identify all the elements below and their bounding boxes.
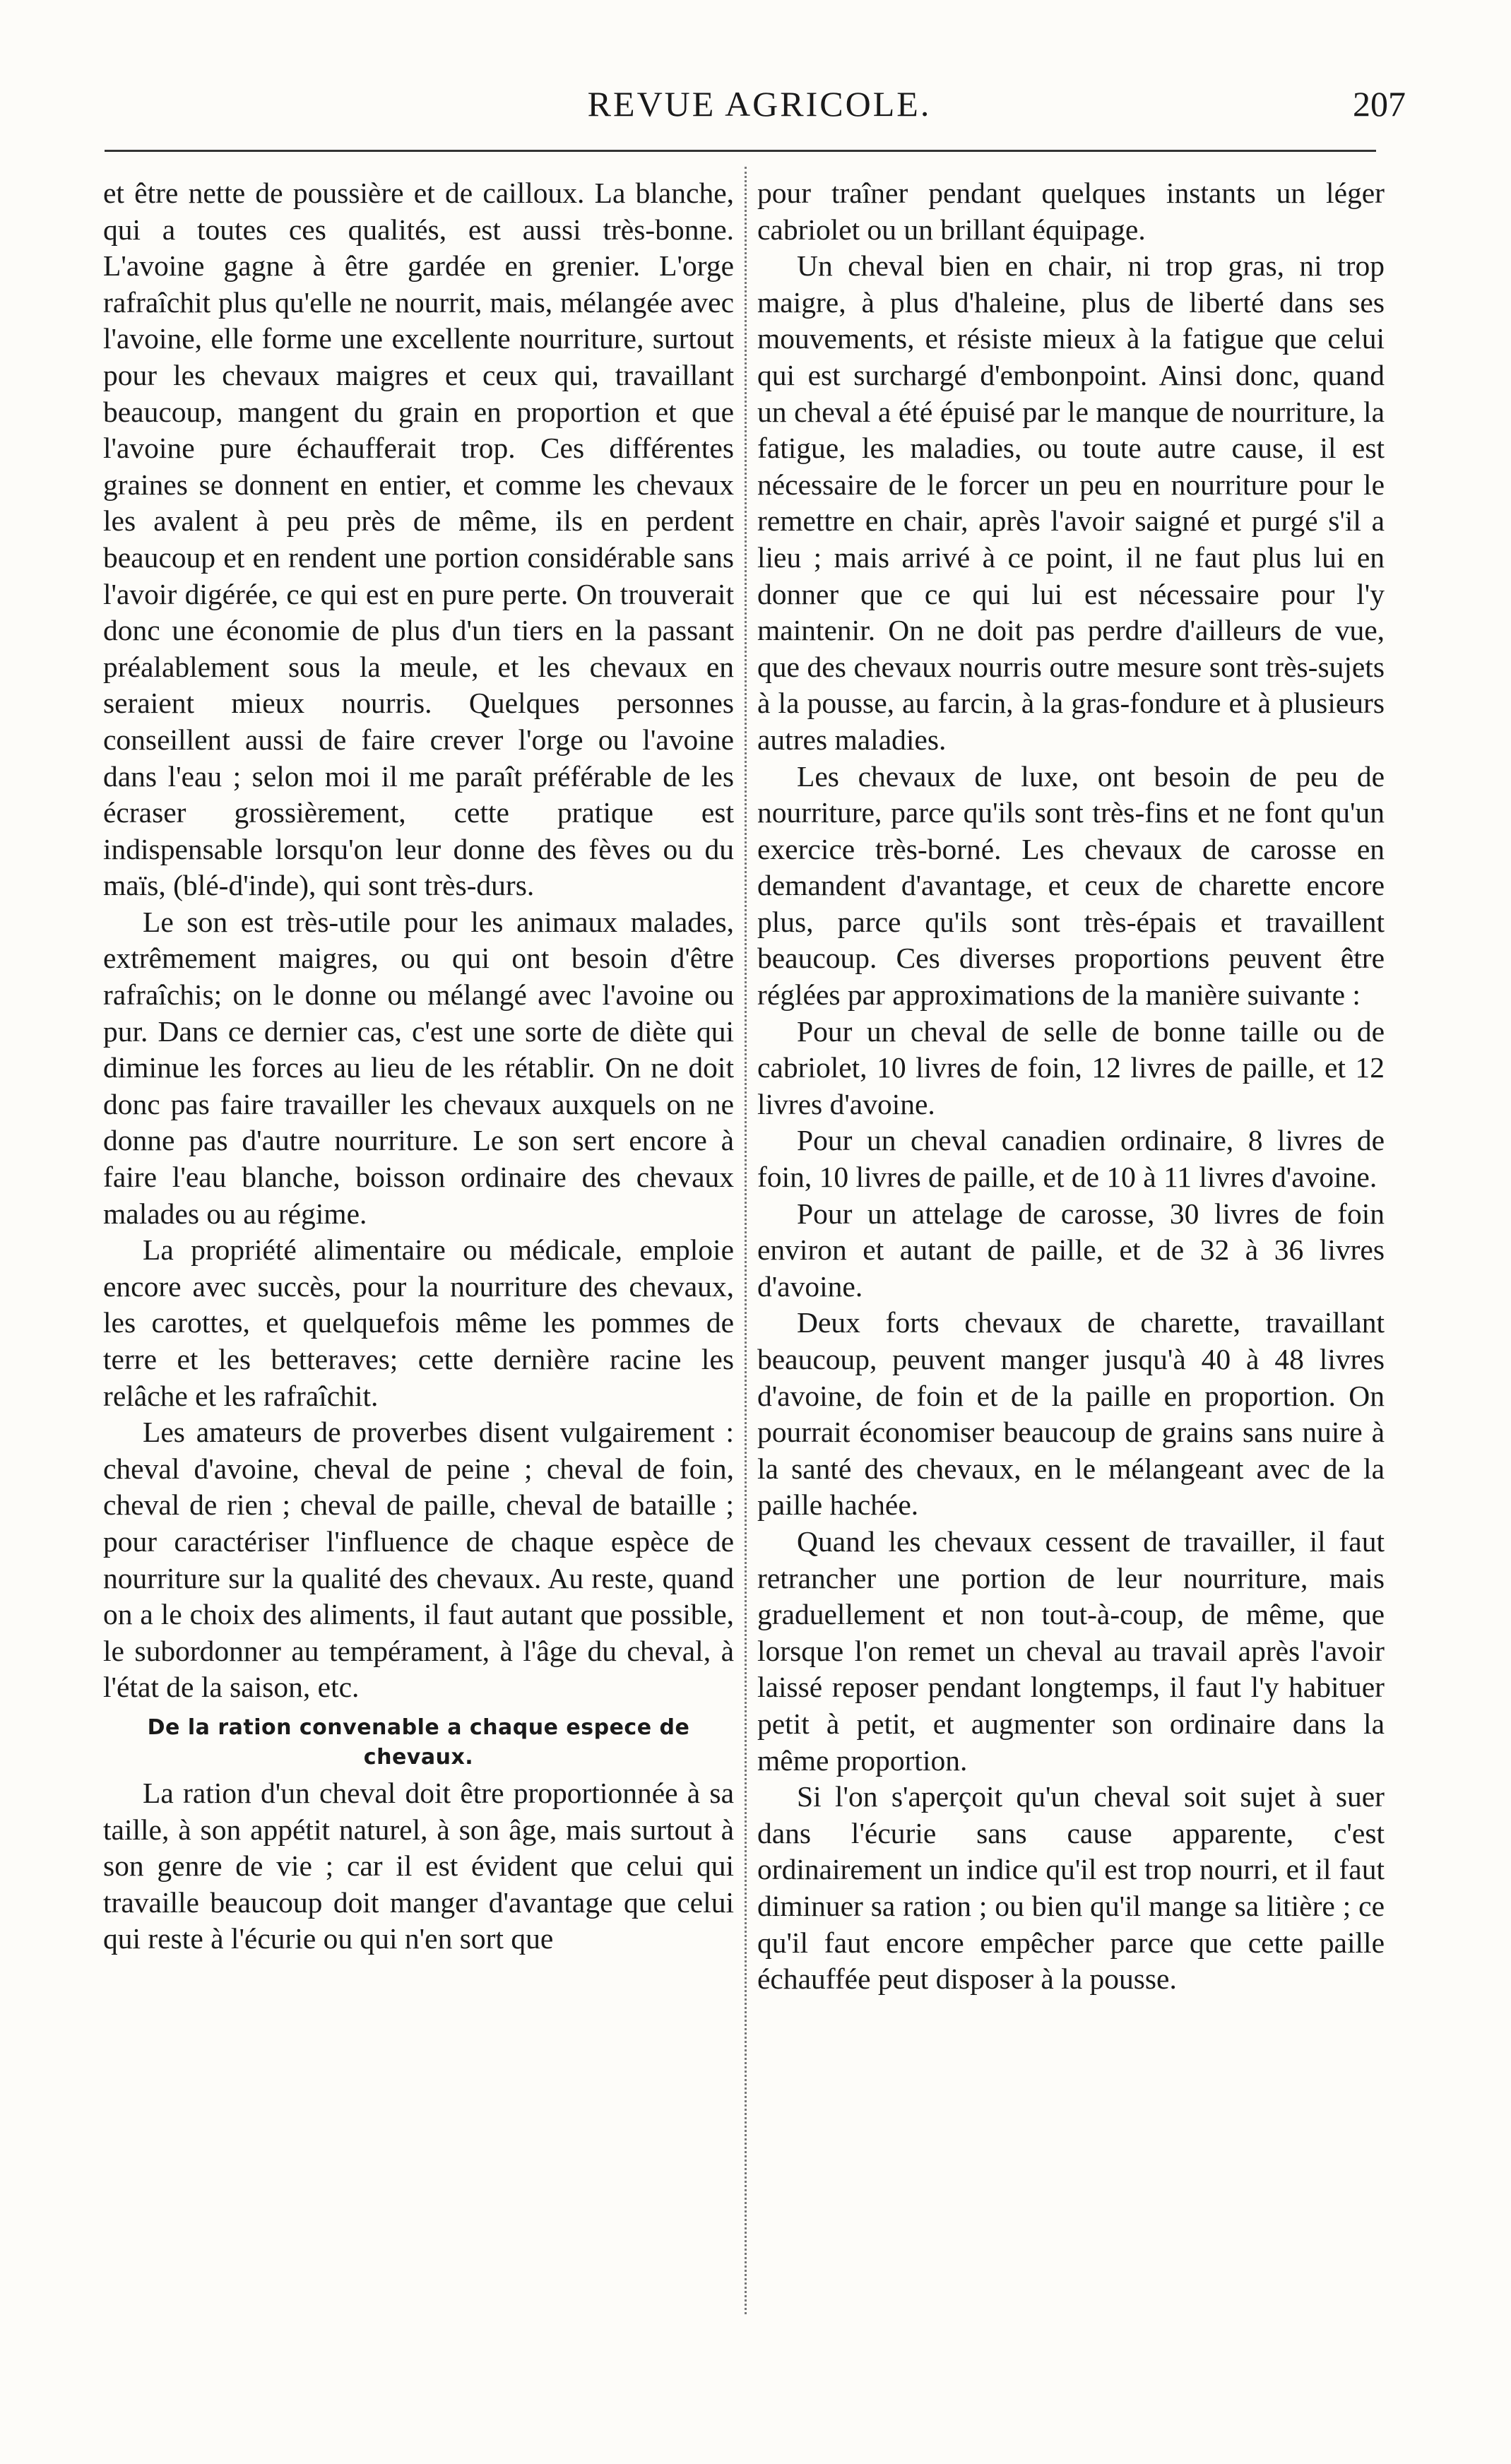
paragraph: Le son est très-utile pour les animaux malades, extrêmement maigres, ou qui ont besoin d'être rafraîchis; on le donne ou mélangé avec l'avoine ou pur. Dans ce dernier cas, c'est une sorte de diète qui diminue les forces au lieu de les rétablir. On ne doit donc pas faire travailler les chevaux auxquels on ne donne pas d'autre nourriture. Le son sert encore à faire l'eau blanche, boisson ordinaire des chevaux malades ou au régime.: [103, 905, 734, 1230]
paragraph: Pour un cheval canadien ordinaire, 8 livres de foin, 10 livres de paille, et de 10 à 11 livres d'avoine.: [757, 1124, 1385, 1194]
header-rule: [105, 150, 1376, 152]
section-subheading: De la ration convenable a chaque espece de chevaux.: [147, 1714, 690, 1770]
running-header: [113, 83, 1406, 140]
right-column: [757, 175, 1385, 1998]
page-number: 207: [1353, 84, 1406, 124]
paragraph: pour traîner pendant quelques instants un léger cabriolet ou un brillant équipage.: [757, 177, 1385, 246]
journal-title: REVUE AGRICOLE.: [587, 84, 932, 124]
paragraph: Pour un cheval de selle de bonne taille ou de cabriolet, 10 livres de foin, 12 livres de paille, et 12 livres d'avoine.: [757, 1014, 1385, 1120]
paragraph: Deux forts chevaux de charette, travaillant beaucoup, peuvent manger jusqu'à 40 à 48 livres d'avoine, de foin et de la paille en proportion. On pourrait économiser beaucoup de grains sans nuire à la santé des chevaux, en le mélangeant avec de la paille hachée.: [757, 1306, 1385, 1522]
paragraph: Pour un attelage de carosse, 30 livres de foin environ et autant de paille, et de 32 à 36 livres d'avoine.: [757, 1197, 1385, 1303]
left-column: [103, 175, 734, 1957]
paragraph: La propriété alimentaire ou médicale, emploie encore avec succès, pour la nourriture des chevaux, les carottes, et quelquefois même les pommes de terre et les betteraves; cette dernière racine les relâche et les rafraîchit.: [103, 1233, 734, 1412]
paragraph: Les amateurs de proverbes disent vulgairement : cheval d'avoine, cheval de peine ; cheval de foin, cheval de rien ; cheval de paille, cheval de bataille ; pour caractériser l'influence de chaque espèce de nourriture sur la qualité des chevaux. Au reste, quand on a le choix des aliments, il faut autant que possible, le subordonner au tempérament, à l'âge du cheval, à l'état de la saison, etc.: [103, 1416, 734, 1704]
paragraph: Les chevaux de luxe, ont besoin de peu de nourriture, parce qu'ils sont très-fins et ne font qu'un exercice très-borné. Les chevaux de carosse en demandent d'avantage, et ceux de charette encore plus, parce qu'ils sont très-épais et travaillent beaucoup. Ces diverses proportions peuvent être réglées par approximations de la manière suivante :: [757, 759, 1385, 1012]
paragraph: Un cheval bien en chair, ni trop gras, ni trop maigre, à plus d'haleine, plus de liberté dans ses mouvements, et résiste mieux à la fatigue que celui qui est surchargé d'embonpoint. Ainsi donc, quand un cheval a été épuisé par le manque de nourriture, la fatigue, les maladies, ou toute autre cause, il est nécessaire de le forcer un peu en nourriture pour le remettre en chair, après l'avoir saigné et purgé s'il a lieu ; mais arrivé à ce point, il ne faut plus lui en donner que ce qui lui est nécessaire pour l'y maintenir. On ne doit pas perdre d'ailleurs de vue, que des chevaux nourris outre mesure sont très-sujets à la pousse, au farcin, à la gras-fondure et à plusieurs autres maladies.: [757, 249, 1385, 756]
paragraph: La ration d'un cheval doit être proportionnée à sa taille, à son appétit naturel, à son âge, mais surtout à son genre de vie ; car il est évident que celui qui travaille beaucoup doit manger d'avantage que celui qui reste à l'écurie ou qui n'en sort que: [103, 1776, 734, 1955]
paragraph: Quand les chevaux cessent de travailler, il faut retrancher une portion de leur nourriture, mais graduellement et non tout-à-coup, de même, que lorsque l'on remet un cheval au travail après l'avoir laissé reposer pendant longtemps, il faut l'y habituer petit à petit, et augmenter son ordinaire dans la même proportion.: [757, 1524, 1385, 1777]
paragraph: Si l'on s'aperçoit qu'un cheval soit sujet à suer dans l'écurie sans cause apparente, c'est ordinairement un indice qu'il est trop nourri, et il faut diminuer sa ration ; ou bien qu'il mange sa litière ; ce qu'il faut encore empêcher parce que cette paille échauffée peut disposer à la pousse.: [757, 1780, 1385, 1996]
column-divider: [745, 167, 747, 2314]
paragraph: et être nette de poussière et de cailloux. La blanche, qui a toutes ces qualités, est aussi très-bonne. L'avoine gagne à être gardée en grenier. L'orge rafraîchit plus qu'elle ne nourrit, mais, mélangée avec l'avoine, elle forme une excellente nourriture, surtout pour les chevaux maigres et ceux qui, travaillant beaucoup, mangent du grain en proportion et que l'avoine pure échaufferait trop. Ces différentes graines se donnent en entier, et comme les chevaux les avalent à peu près de même, ils en perdent beaucoup et en rendent une portion considérable sans l'avoir digérée, ce qui est en pure perte. On trouverait donc une économie de plus d'un tiers en la passant préalablement sous la meule, et les chevaux en seraient mieux nourris. Quelques personnes conseillent aussi de faire crever l'orge ou l'avoine dans l'eau ; selon moi il me paraît préférable de les écraser grossièrement, cette pratique est indispensable lorsqu'on leur donne des fèves ou du maïs, (blé-d'inde), qui sont très-durs.: [103, 177, 734, 902]
